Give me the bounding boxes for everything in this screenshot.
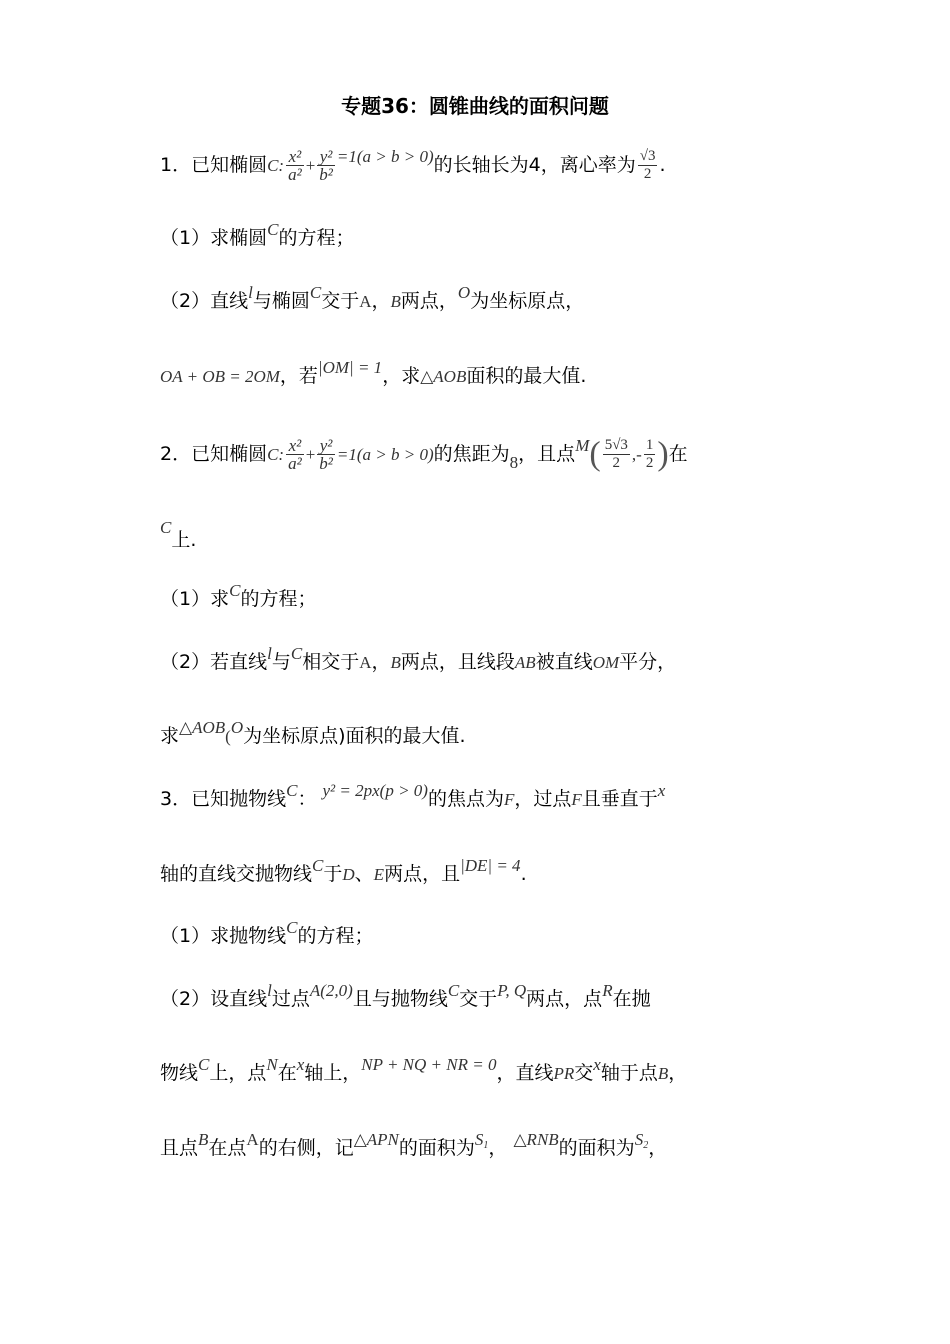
problem-2-part-2-cont: 求△AOB(O为坐标原点)面积的最大值.	[160, 718, 466, 747]
problem-3-part-2-cont-1: 物线C上，点N在x轴上，NP + NQ + NR = 0，直线PR交x轴于点B，	[160, 1055, 688, 1084]
problem-3-stem: 3．已知抛物线C： y² = 2px(p > 0)的焦点为F，过点F且垂直于x	[160, 781, 666, 810]
problem-3-part-2: （2）设直线l过点A(2,0)且与抛物线C交于P, Q两点，点R在抛	[160, 981, 651, 1010]
problem-2-part-2: （2）若直线l与C相交于A，B两点，且线段AB被直线OM平分，	[160, 644, 677, 673]
problem-1-part-2-cont: OA + OB = 2OM，若|OM| = 1，求△AOB面积的最大值.	[160, 358, 587, 387]
problem-1-stem: 1．已知椭圆C: $\frac{\text{x²}}{\text{a²}}$ + $\frac{\text{y²}}{\text{b²}}$ =1(a > b > 0)的长轴长为4，离心率为 $\frac{√3}{2}$ .	[160, 147, 666, 184]
problem-3-part-1: （1）求抛物线C的方程；	[160, 918, 374, 947]
problem-3-stem-cont: 轴的直线交抛物线C于D、E两点，且|DE| = 4.	[160, 856, 527, 885]
problem-2-part-1: （1）求C的方程；	[160, 581, 317, 610]
problem-1-part-1: （1）求椭圆C的方程；	[160, 220, 355, 249]
problem-1-part-2: （2）直线l与椭圆C交于A，B两点，O为坐标原点，	[160, 283, 585, 312]
problem-3-part-2-cont-2: 且点B在点A的右侧，记△APN的面积为S1， △RNB的面积为S2，	[160, 1130, 668, 1159]
problem-2-stem: 2．已知椭圆C: $\frac{\text{x²}}{\text{a²}}$ + $\frac{\text{y²}}{\text{b²}}$ =1(a > b > 0)的焦距为8，且点M( $\frac{5√3}{2}$ ,- $\frac{1}{2}$ )在	[160, 435, 688, 473]
page-title: 专题36：圆锥曲线的面积问题	[341, 94, 609, 118]
problem-2-stem-cont: C上.	[160, 518, 197, 551]
